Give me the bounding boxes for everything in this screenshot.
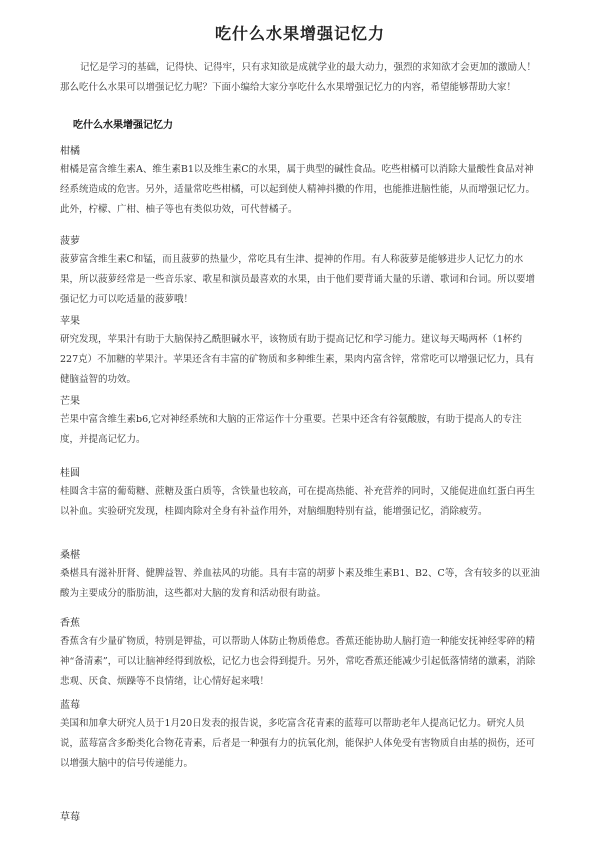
section-subtitle: 吃什么水果增强记忆力 xyxy=(73,120,173,131)
heading-blueberry: 蓝莓 xyxy=(60,700,80,711)
heading-longan: 桂圆 xyxy=(60,468,80,479)
heading-pineapple: 菠萝 xyxy=(60,236,80,247)
paragraph-apple: 研究发现，苹果汁有助于大脑保持乙酰胆碱水平，该物质有助于提高记忆和学习能力。建议每天喝两杯（1杯约227克）不加糖的苹果汁。苹果还含有丰富的矿物质和多种维生素，果肉内富含锌，常常吃可以增强记忆力，具有健脑益智的功效。 xyxy=(60,334,535,385)
paragraph-blueberry: 美国和加拿大研究人员于1月20日发表的报告说，多吃富含花青素的蓝莓可以帮助老年人提高记忆力。研究人员说，蓝莓富含多酚类化合物花青素，后者是一种强有力的抗氧化剂，能保护人体免受有害物质自由基的损伤，还可以增强大脑中的信号传递能力。 xyxy=(60,718,536,769)
page-title: 吃什么水果增强记忆力 xyxy=(214,24,385,43)
heading-banana: 香蕉 xyxy=(60,618,80,629)
heading-strawberry: 草莓 xyxy=(60,812,80,823)
paragraph-banana: 香蕉含有少量矿物质，特别是钾盐，可以帮助人体防止物质倦怠。香蕉还能协助人脑打造一种能安抚神经零碎的精神“备清素”，可以让脑神经得到放松，记忆力也会得到提升。另外，常吃香蕉还能减少引起低落情绪的激素，消除悲观、厌食、烦躁等不良情绪，让心情好起来哦！ xyxy=(60,636,536,687)
heading-mango: 芒果 xyxy=(60,396,80,407)
paragraph-longan: 桂圆含丰富的葡萄糖、蔗糖及蛋白质等，含铁量也较高，可在提高热能、补充营养的同时，又能促进血红蛋白再生以补血。实验研究发现，桂圆肉除对全身有补益作用外，对脑细胞特别有益，能增强记忆，消除疲劳。 xyxy=(60,486,536,517)
intro-paragraph: 记忆是学习的基础，记得快、记得牢，只有求知欲是成就学业的最大动力，强烈的求知欲才会更加的激励人！那么吃什么水果可以增强记忆力呢？下面小编给大家分享吃什么水果增强记忆力的内容，希望能够帮助大家！ xyxy=(60,62,537,93)
paragraph-mango: 芒果中富含维生素b6,它对神经系统和大脑的正常运作十分重要。芒果中还含有谷氨酸胺，有助于提高人的专注度，并提高记忆力。 xyxy=(60,414,522,445)
paragraph-citrus: 柑橘是富含维生素A、维生素B1以及维生素C的水果，属于典型的碱性食品。吃些柑橘可以消除大量酸性食品对神经系统造成的危害。另外，适量常吃些柑橘，可以起到使人精神抖擞的作用，也能推进脑性能，从而增强记忆力。此外，柠檬、广柑、柚子等也有类似功效，可代替橘子。 xyxy=(60,164,536,215)
heading-citrus: 柑橘 xyxy=(60,146,80,157)
paragraph-mulberry: 桑椹具有滋补肝肾、健脾益智、养血祛风的功能。具有丰富的胡萝卜素及维生素B1、B2、C等，含有较多的以亚油酸为主要成分的脂肪油，这些都对大脑的发育和活动很有助益。 xyxy=(60,568,540,599)
heading-apple: 苹果 xyxy=(60,316,80,327)
heading-mulberry: 桑椹 xyxy=(60,550,80,561)
paragraph-pineapple: 菠萝富含维生素C和锰，而且菠萝的热量少，常吃具有生津、提神的作用。有人称菠萝是能够进步人记忆力的水果，所以菠萝经常是一些音乐家、歌星和演员最喜欢的水果，由于他们要背诵大量的乐谱、歌词和台词。所以要增强记忆力可以吃适量的菠萝哦！ xyxy=(60,254,536,305)
